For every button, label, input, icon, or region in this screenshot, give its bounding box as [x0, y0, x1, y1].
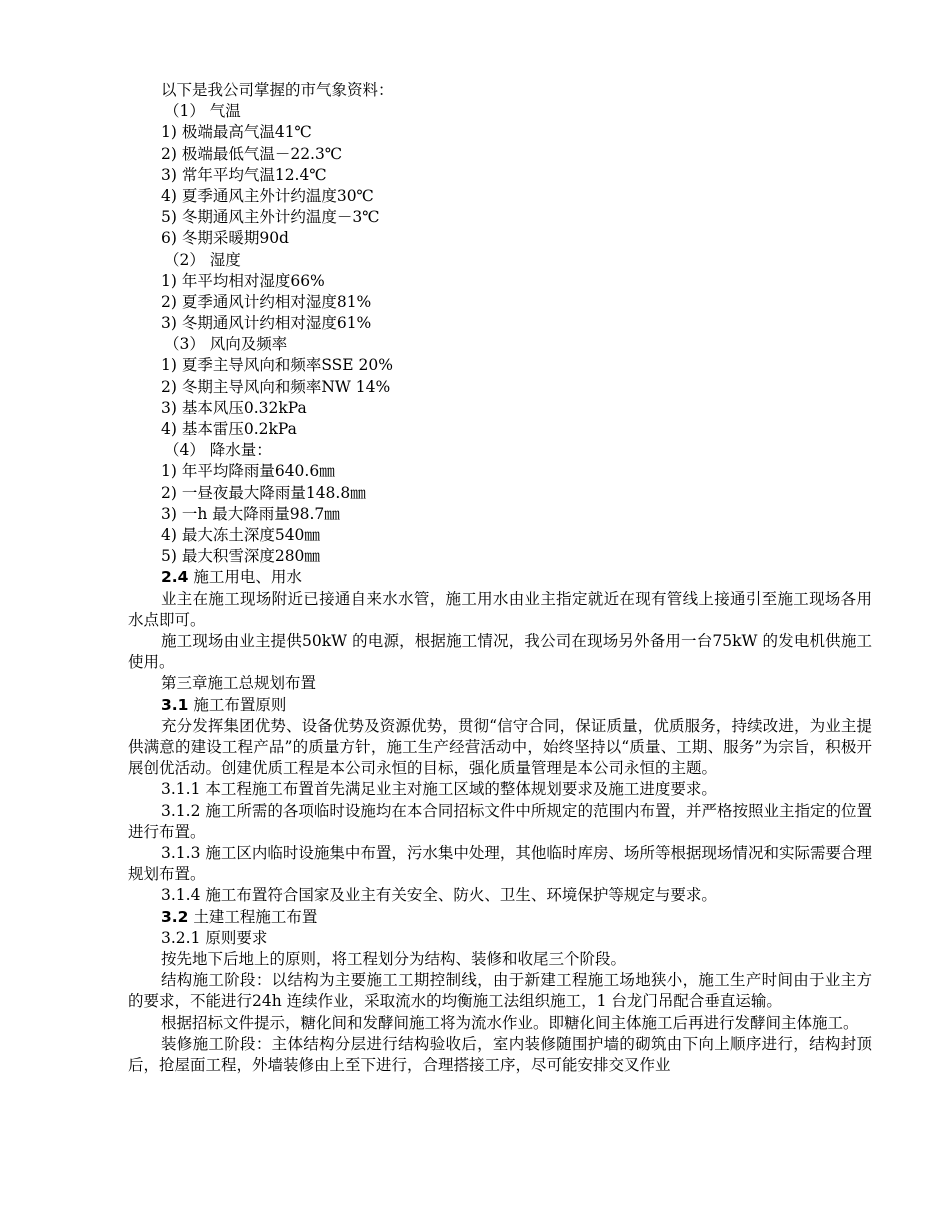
list-item: 1) 年平均相对湿度66%: [161, 271, 325, 290]
list-item: 1) 年平均降雨量640.6㎜: [161, 462, 335, 481]
paragraph: 3.1.4 施工布置符合国家及业主有关安全、防火、卫生、环境保护等规定与要求。: [161, 886, 717, 905]
paragraph: 3.1.3 施工区内临时设施集中布置，污水集中处理，其他临时库房、场所等根据现场情况和实际需要合理规划布置。: [128, 843, 872, 884]
list-item: 1) 极端最高气温41℃: [161, 123, 312, 142]
list-item: 5) 冬期通风主外计约温度－3℃: [161, 208, 380, 227]
list-item: 3) 基本风压0.32kPa: [161, 398, 307, 417]
precipitation-title: （4） 降水量：: [164, 441, 272, 460]
list-item: 4) 基本雷压0.2kPa: [161, 420, 297, 438]
list-item: 4) 最大冻土深度540㎜: [161, 525, 320, 544]
section-title: 施工用电、用水: [188, 568, 302, 587]
paragraph: 充分发挥集团优势、设备优势及资源优势，贯彻“信守合同，保证质量，优质服务，持续改进，为业主提供满意的建设工程产品”的质量方针，施工生产经营活动中，始终坚持以“质量、工期、服务”为宗旨，积极开展创优活动。创建优质工程是本公司永恒的目标，强化质量管理是本公司永恒的主题。: [128, 716, 872, 778]
section-title: 土建工程施工布置: [188, 907, 318, 926]
list-item: 3) 常年平均气温12.4℃: [161, 165, 327, 184]
section-heading-3-1: [128, 695, 872, 716]
list-item: 2) 夏季通风计约相对湿度81%: [161, 292, 372, 311]
section-number: 2.4: [161, 568, 189, 587]
paragraph: 根据招标文件提示，糖化间和发酵间施工将为流水作业。即糖化间主体施工后再进行发酵间主体施工。: [161, 1013, 859, 1032]
list-item: 1) 夏季主导风向和频率SSE 20%: [161, 356, 393, 375]
paragraph: 3.1.2 施工所需的各项临时设施均在本合同招标文件中所规定的范围内布置，并严格按照业主指定的位置进行布置。: [128, 801, 872, 841]
section-number: 3.2: [161, 907, 189, 926]
section-number: 3.1: [161, 695, 189, 714]
wind-title: （3） 风向及频率: [164, 335, 288, 354]
list-item: 2) 冬期主导风向和频率NW 14%: [161, 377, 391, 396]
subsection-heading: 3.2.1 原则要求: [161, 928, 268, 947]
paragraph: 装修施工阶段：主体结构分层进行结构验收后，室内装修随围护墙的砌筑由下向上顺序进行，结构封顶后，抢屋面工程，外墙装修由上至下进行，合理搭接工序，尽可能安排交叉作业: [128, 1034, 872, 1074]
list-item: 2) 一昼夜最大降雨量148.8㎜: [161, 483, 366, 502]
chapter-title: 第三章施工总规划布置: [161, 674, 317, 693]
humidity-title: （2） 湿度: [164, 250, 241, 269]
list-item: 5) 最大积雪深度280㎜: [161, 547, 320, 566]
list-item: 3) 一h 最大降雨量98.7㎜: [161, 504, 340, 523]
document-body: [128, 80, 872, 1076]
list-item: 6) 冬期采暖期90d: [161, 229, 289, 248]
section-heading-2-4: [128, 567, 872, 588]
temperature-title: （1） 气温: [164, 102, 241, 121]
paragraph: 结构施工阶段：以结构为主要施工工期控制线，由于新建工程施工场地狭小，施工生产时间由于业主方的要求，不能进行24h 连续作业，采取流水的均衡施工法组织施工，1 台龙门吊配合垂直运输。: [128, 971, 872, 1011]
list-item: 2) 极端最低气温－22.3℃: [161, 144, 343, 163]
list-item: 4) 夏季通风主外计约温度30℃: [161, 186, 374, 205]
list-item: 3) 冬期通风计约相对湿度61%: [161, 314, 372, 333]
paragraph: 业主在施工现场附近已接通自来水水管，施工用水由业主指定就近在现有管线上接通引至施工现场各用水点即可。: [128, 589, 872, 629]
section-title: 施工布置原则: [188, 695, 287, 714]
section-heading-3-2: [128, 907, 872, 928]
paragraph: 3.1.1 本工程施工布置首先满足业主对施工区域的整体规划要求及施工进度要求。: [161, 780, 717, 799]
paragraph: 施工现场由业主提供50kW 的电源，根据施工情况，我公司在现场另外备用一台75kW 的发电机供施工使用。: [128, 631, 872, 672]
paragraph: 按先地下后地上的原则，将工程划分为结构、装修和收尾三个阶段。: [161, 949, 627, 968]
weather-intro: 以下是我公司掌握的市气象资料：: [161, 81, 394, 99]
